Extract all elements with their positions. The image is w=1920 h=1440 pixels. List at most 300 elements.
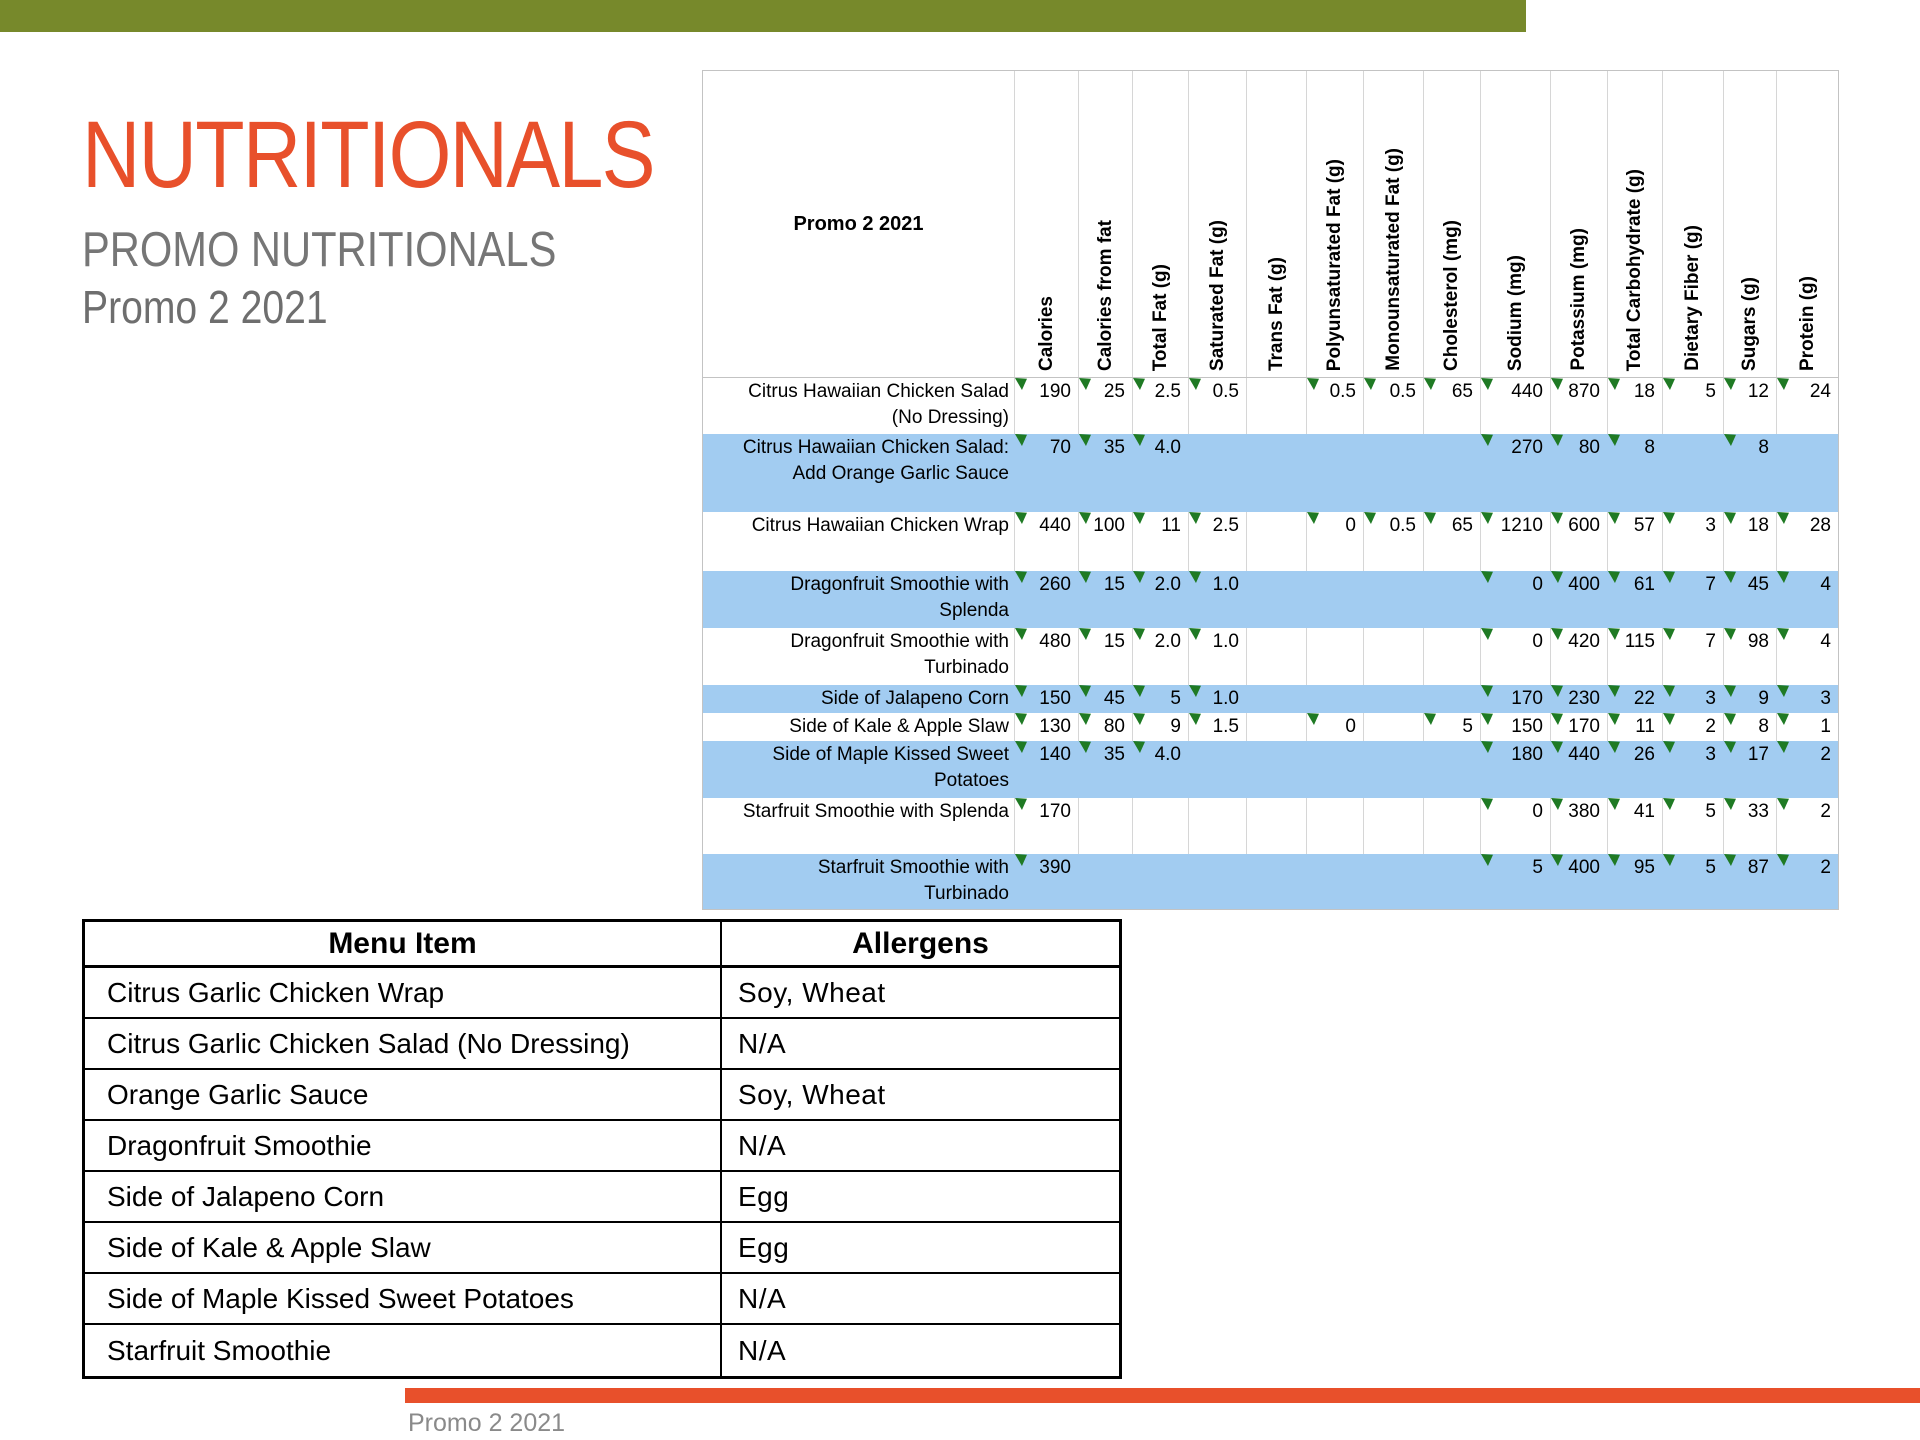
- allergen-value: Soy, Wheat: [738, 1078, 886, 1110]
- allergen-header-allergens: Allergens: [852, 926, 989, 960]
- allergen-table-body: [85, 968, 1119, 1376]
- column-header-3: [1133, 71, 1189, 377]
- nutrition-value-cell: [1247, 378, 1307, 434]
- cell-comment-marker-icon: [1551, 378, 1563, 390]
- nutrition-value-cell: [1307, 713, 1364, 741]
- cell-comment-marker-icon: [1079, 685, 1091, 697]
- nutrition-value: 1.0: [1212, 574, 1239, 595]
- nutrition-value-cell: [1079, 854, 1133, 909]
- nutrition-value: 5: [1462, 716, 1473, 737]
- nutrition-value: 41: [1633, 801, 1655, 822]
- cell-comment-marker-icon: [1481, 571, 1493, 583]
- cell-comment-marker-icon: [1663, 713, 1675, 725]
- column-header-label: Potassium (mg): [1568, 228, 1589, 371]
- nutrition-value-cell: [1247, 798, 1307, 854]
- nutrition-value-cell: [1424, 741, 1481, 798]
- nutrition-value: 0: [1345, 716, 1356, 737]
- nutrition-value-cell: [1724, 685, 1777, 713]
- column-header-6: [1307, 71, 1364, 377]
- cell-comment-marker-icon: [1724, 512, 1736, 524]
- nutrition-value: 380: [1568, 801, 1600, 822]
- nutrition-value-cell: [1364, 378, 1424, 434]
- cell-comment-marker-icon: [1724, 854, 1736, 866]
- column-header-label: Trans Fat (g): [1265, 256, 1287, 371]
- nutrition-value: 45: [1747, 574, 1769, 595]
- nutrition-value-cell: [1551, 434, 1608, 512]
- nutrition-value: 600: [1568, 515, 1600, 536]
- bottom-accent-bar: [405, 1388, 1920, 1403]
- nutrition-value-cell: [1608, 628, 1663, 685]
- nutrition-value: 18: [1747, 515, 1769, 536]
- nutrition-value: 2.5: [1154, 381, 1181, 402]
- cell-comment-marker-icon: [1189, 512, 1201, 524]
- nutrition-value-cell: [1724, 571, 1777, 628]
- nutrition-value: 190: [1039, 381, 1071, 402]
- nutrition-value: 7: [1705, 574, 1716, 595]
- menu-item-name: Starfruit Smoothie with Turbinado: [817, 857, 1009, 904]
- menu-item-name: Citrus Hawaiian Chicken Salad: Add Orange Garlic Sauce: [742, 437, 1009, 484]
- nutrition-value-cell: [1777, 571, 1838, 628]
- nutrition-value-cell: [1364, 434, 1424, 512]
- nutrition-value-cell: [1364, 571, 1424, 628]
- cell-comment-marker-icon: [1777, 628, 1789, 640]
- nutrition-value-cell: [1424, 378, 1481, 434]
- nutrition-value-cell: [1777, 854, 1838, 909]
- nutrition-value: 2.5: [1212, 515, 1239, 536]
- cell-comment-marker-icon: [1481, 512, 1493, 524]
- nutrition-value-cell: [1015, 798, 1079, 854]
- cell-comment-marker-icon: [1724, 713, 1736, 725]
- nutrition-value: 8: [1758, 716, 1769, 737]
- column-header-label: Calories: [1035, 296, 1057, 371]
- nutrition-value-cell: [1247, 571, 1307, 628]
- nutrition-row: [703, 685, 1838, 713]
- allergen-menu-item: Side of Maple Kissed Sweet Potatoes: [85, 1274, 722, 1323]
- nutrition-value-cell: [1424, 713, 1481, 741]
- cell-comment-marker-icon: [1551, 434, 1563, 446]
- cell-comment-marker-icon: [1551, 628, 1563, 640]
- nutrition-value: 2: [1820, 744, 1831, 765]
- nutrition-value-cell: [1777, 434, 1838, 512]
- nutrition-value-cell: [1247, 854, 1307, 909]
- footer-label: Promo 2 2021: [408, 1409, 566, 1437]
- nutrition-value-cell: [1307, 854, 1364, 909]
- cell-comment-marker-icon: [1608, 512, 1620, 524]
- cell-comment-marker-icon: [1777, 685, 1789, 697]
- nutrition-value-cell: [1247, 741, 1307, 798]
- page-title: NUTRITIONALS: [82, 102, 654, 208]
- nutrition-value-cell: [1247, 434, 1307, 512]
- nutrition-value-cell: [1777, 741, 1838, 798]
- nutrition-value-cell: [1015, 685, 1079, 713]
- cell-comment-marker-icon: [1424, 713, 1436, 725]
- nutrition-value-cell: [1307, 378, 1364, 434]
- column-header-label: Total Carbohydrate (g): [1624, 168, 1645, 371]
- nutrition-value-cell: [1133, 685, 1189, 713]
- allergen-value: Egg: [738, 1231, 790, 1263]
- allergen-row: [85, 1121, 1119, 1172]
- column-header-label: Sodium (mg): [1504, 254, 1526, 371]
- nutrition-value: 70: [1049, 437, 1071, 458]
- cell-comment-marker-icon: [1133, 378, 1145, 390]
- allergen-menu-item: Citrus Garlic Chicken Wrap: [85, 968, 722, 1017]
- column-header-label: Total Fat (g): [1149, 263, 1171, 371]
- nutrition-value-cell: [1133, 512, 1189, 571]
- nutrition-value-cell: [1608, 741, 1663, 798]
- column-header-label: Monounsaturated Fat (g): [1382, 148, 1404, 371]
- nutrition-value: 22: [1633, 688, 1655, 709]
- nutrition-value-cell: [1551, 512, 1608, 571]
- nutrition-value-cell: [1724, 854, 1777, 909]
- cell-comment-marker-icon: [1424, 512, 1436, 524]
- allergen-value: N/A: [738, 1282, 787, 1314]
- nutrition-value-cell: [1307, 685, 1364, 713]
- nutrition-value: 87: [1747, 857, 1769, 878]
- nutrition-value: 0.5: [1389, 381, 1416, 402]
- cell-comment-marker-icon: [1079, 628, 1091, 640]
- nutrition-value: 870: [1568, 381, 1600, 402]
- nutrition-value-cell: [1663, 685, 1724, 713]
- cell-comment-marker-icon: [1133, 685, 1145, 697]
- allergen-menu-item: Side of Jalapeno Corn: [85, 1172, 722, 1221]
- nutrition-value: 440: [1039, 515, 1071, 536]
- nutrition-value-cell: [1663, 434, 1724, 512]
- nutrition-value: 7: [1705, 631, 1716, 652]
- cell-comment-marker-icon: [1481, 685, 1493, 697]
- nutrition-value-cell: [1481, 434, 1551, 512]
- nutrition-value-cell: [1663, 798, 1724, 854]
- nutrition-value: 24: [1809, 381, 1831, 402]
- menu-item-name: Dragonfruit Smoothie with Turbinado: [703, 628, 1015, 685]
- nutrition-value: 26: [1633, 744, 1655, 765]
- nutrition-value: 5: [1532, 857, 1543, 878]
- allergen-value: N/A: [738, 1027, 787, 1059]
- nutrition-value: 5: [1705, 857, 1716, 878]
- nutrition-value-cell: [1307, 798, 1364, 854]
- nutrition-value-cell: [1663, 571, 1724, 628]
- cell-comment-marker-icon: [1663, 798, 1675, 810]
- nutrition-value-cell: [1307, 434, 1364, 512]
- page-subtitle: PROMO NUTRITIONALS: [82, 223, 557, 277]
- column-header-5: [1247, 71, 1307, 377]
- allergen-menu-item: Orange Garlic Sauce: [85, 1070, 722, 1119]
- nutrition-value: 5: [1705, 381, 1716, 402]
- nutrition-value-cell: [1079, 571, 1133, 628]
- cell-comment-marker-icon: [1133, 512, 1145, 524]
- nutrition-value: 1.0: [1212, 688, 1239, 709]
- nutrition-value: 100: [1093, 515, 1125, 536]
- nutrition-value-cell: [1079, 378, 1133, 434]
- cell-comment-marker-icon: [1079, 571, 1091, 583]
- nutrition-value-cell: [1777, 798, 1838, 854]
- nutrition-value: 57: [1633, 515, 1655, 536]
- nutrition-value-cell: [1079, 741, 1133, 798]
- cell-comment-marker-icon: [1079, 713, 1091, 725]
- nutrition-value-cell: [1307, 628, 1364, 685]
- cell-comment-marker-icon: [1015, 434, 1027, 446]
- nutrition-value: 35: [1103, 437, 1125, 458]
- column-header-14: [1777, 71, 1838, 377]
- nutrition-value: 18: [1633, 381, 1655, 402]
- nutrition-value: 1210: [1500, 515, 1543, 536]
- menu-item-name: Side of Maple Kissed Sweet Potatoes: [772, 744, 1009, 791]
- nutrition-value-cell: [1307, 512, 1364, 571]
- allergen-value: Soy, Wheat: [738, 976, 886, 1008]
- nutrition-row: [703, 713, 1838, 741]
- nutrition-value-cell: [1608, 571, 1663, 628]
- nutrition-value-cell: [1608, 854, 1663, 909]
- nutrition-value: 5: [1170, 688, 1181, 709]
- nutrition-value: 3: [1820, 688, 1831, 709]
- allergen-menu-item: Dragonfruit Smoothie: [85, 1121, 722, 1170]
- nutrition-value-cell: [1189, 512, 1247, 571]
- cell-comment-marker-icon: [1724, 434, 1736, 446]
- column-header-9: [1481, 71, 1551, 377]
- nutrition-value-cell: [1481, 741, 1551, 798]
- nutrition-row: [703, 741, 1838, 798]
- nutrition-value-cell: [1189, 434, 1247, 512]
- cell-comment-marker-icon: [1551, 741, 1563, 753]
- nutrition-value-cell: [1015, 434, 1079, 512]
- cell-comment-marker-icon: [1608, 798, 1620, 810]
- column-header-label: Polyunsaturated Fat (g): [1324, 158, 1345, 371]
- nutrition-value: 2.0: [1154, 631, 1181, 652]
- nutrition-value: 17: [1747, 744, 1769, 765]
- nutrition-value-cell: [1481, 798, 1551, 854]
- nutrition-value-cell: [1777, 685, 1838, 713]
- nutrition-value-cell: [1015, 512, 1079, 571]
- cell-comment-marker-icon: [1608, 628, 1620, 640]
- nutrition-value: 28: [1809, 515, 1831, 536]
- nutrition-value-cell: [1424, 512, 1481, 571]
- nutrition-row: [703, 512, 1838, 571]
- cell-comment-marker-icon: [1481, 434, 1493, 446]
- nutrition-value: 4.0: [1154, 744, 1181, 765]
- nutrition-value: 400: [1568, 574, 1600, 595]
- nutrition-value: 3: [1705, 688, 1716, 709]
- nutrition-table-header: [703, 71, 1838, 378]
- nutrition-value-cell: [1663, 854, 1724, 909]
- nutrition-value-cell: [1481, 571, 1551, 628]
- column-header-1: [1015, 71, 1079, 377]
- cell-comment-marker-icon: [1133, 713, 1145, 725]
- nutrition-value: 2: [1820, 857, 1831, 878]
- cell-comment-marker-icon: [1551, 798, 1563, 810]
- nutrition-value: 170: [1511, 688, 1543, 709]
- cell-comment-marker-icon: [1663, 512, 1675, 524]
- nutrition-value: 8: [1758, 437, 1769, 458]
- nutrition-value-cell: [1551, 713, 1608, 741]
- nutrition-value-cell: [1724, 798, 1777, 854]
- cell-comment-marker-icon: [1307, 512, 1319, 524]
- nutrition-value-cell: [1189, 571, 1247, 628]
- nutrition-value: 2.0: [1154, 574, 1181, 595]
- nutrition-value-cell: [1015, 713, 1079, 741]
- cell-comment-marker-icon: [1551, 685, 1563, 697]
- allergen-row: [85, 968, 1119, 1019]
- nutrition-value: 15: [1103, 574, 1125, 595]
- cell-comment-marker-icon: [1777, 713, 1789, 725]
- cell-comment-marker-icon: [1551, 854, 1563, 866]
- nutrition-value: 480: [1039, 631, 1071, 652]
- nutrition-value: 140: [1039, 744, 1071, 765]
- nutrition-value-cell: [1307, 571, 1364, 628]
- nutrition-value: 130: [1039, 716, 1071, 737]
- nutrition-value-cell: [1724, 512, 1777, 571]
- nutrition-value: 0: [1532, 631, 1543, 652]
- menu-item-name: Starfruit Smoothie with Splenda: [703, 798, 1015, 854]
- column-header-2: [1079, 71, 1133, 377]
- nutrition-table-corner-label: Promo 2 2021: [703, 71, 1015, 377]
- top-accent-bar: [0, 0, 1526, 32]
- nutrition-value-cell: [1364, 741, 1424, 798]
- cell-comment-marker-icon: [1015, 741, 1027, 753]
- nutrition-value: 115: [1624, 631, 1655, 652]
- nutrition-value: 65: [1451, 515, 1473, 536]
- nutrition-value-cell: [1015, 741, 1079, 798]
- nutrition-value: 440: [1568, 744, 1600, 765]
- nutrition-value: 98: [1747, 631, 1769, 652]
- nutrition-value: 2: [1705, 716, 1716, 737]
- nutrition-value-cell: [1724, 713, 1777, 741]
- cell-comment-marker-icon: [1608, 713, 1620, 725]
- nutrition-value-cell: [1724, 741, 1777, 798]
- nutrition-value: 2: [1820, 801, 1831, 822]
- nutrition-row: [703, 378, 1838, 434]
- cell-comment-marker-icon: [1724, 685, 1736, 697]
- nutrition-value: 80: [1103, 716, 1125, 737]
- nutrition-value-cell: [1133, 741, 1189, 798]
- nutrition-value-cell: [1424, 798, 1481, 854]
- column-header-label: Protein (g): [1796, 276, 1818, 371]
- cell-comment-marker-icon: [1189, 378, 1201, 390]
- page-subtitle-2: Promo 2 2021: [82, 281, 328, 333]
- nutrition-value-cell: [1424, 434, 1481, 512]
- cell-comment-marker-icon: [1608, 571, 1620, 583]
- cell-comment-marker-icon: [1608, 378, 1620, 390]
- cell-comment-marker-icon: [1015, 685, 1027, 697]
- nutrition-value: 420: [1568, 631, 1600, 652]
- nutrition-value: 25: [1103, 381, 1125, 402]
- allergen-menu-item: Starfruit Smoothie: [85, 1325, 722, 1376]
- cell-comment-marker-icon: [1481, 798, 1493, 810]
- column-header-8: [1424, 71, 1481, 377]
- cell-comment-marker-icon: [1364, 512, 1376, 524]
- nutrition-value-cell: [1364, 798, 1424, 854]
- menu-item-name: Side of Kale & Apple Slaw: [703, 713, 1015, 741]
- nutrition-value-cell: [1481, 713, 1551, 741]
- nutrition-value: 230: [1568, 688, 1600, 709]
- nutrition-value-cell: [1133, 571, 1189, 628]
- cell-comment-marker-icon: [1663, 854, 1675, 866]
- nutrition-value-cell: [1663, 741, 1724, 798]
- allergen-menu-item: Side of Kale & Apple Slaw: [85, 1223, 722, 1272]
- nutrition-value-cell: [1551, 571, 1608, 628]
- nutrition-value: 1.0: [1212, 631, 1239, 652]
- cell-comment-marker-icon: [1015, 571, 1027, 583]
- cell-comment-marker-icon: [1777, 378, 1789, 390]
- nutrition-value: 95: [1633, 857, 1655, 878]
- nutrition-value-cell: [1481, 854, 1551, 909]
- allergen-header-menu-item: Menu Item: [85, 922, 722, 965]
- allergen-row: [85, 1223, 1119, 1274]
- nutrition-value-cell: [1777, 713, 1838, 741]
- nutrition-value: 4.0: [1154, 437, 1181, 458]
- allergen-value: N/A: [738, 1129, 787, 1161]
- nutrition-value-cell: [1079, 628, 1133, 685]
- cell-comment-marker-icon: [1777, 571, 1789, 583]
- cell-comment-marker-icon: [1663, 741, 1675, 753]
- cell-comment-marker-icon: [1079, 512, 1091, 524]
- nutrition-row: [703, 571, 1838, 628]
- cell-comment-marker-icon: [1133, 628, 1145, 640]
- cell-comment-marker-icon: [1189, 685, 1201, 697]
- nutrition-value-cell: [1015, 571, 1079, 628]
- menu-item-name: Citrus Hawaiian Chicken Wrap: [703, 512, 1015, 571]
- nutrition-value: 3: [1705, 744, 1716, 765]
- cell-comment-marker-icon: [1551, 571, 1563, 583]
- allergen-table-header: [85, 922, 1119, 968]
- nutrition-value-cell: [1307, 741, 1364, 798]
- cell-comment-marker-icon: [1015, 854, 1027, 866]
- nutrition-value-cell: [1608, 713, 1663, 741]
- cell-comment-marker-icon: [1481, 741, 1493, 753]
- nutrition-value: 15: [1103, 631, 1125, 652]
- nutrition-value-cell: [1663, 713, 1724, 741]
- nutrition-value: 440: [1511, 381, 1543, 402]
- nutrition-value-cell: [1364, 713, 1424, 741]
- cell-comment-marker-icon: [1079, 378, 1091, 390]
- cell-comment-marker-icon: [1663, 628, 1675, 640]
- cell-comment-marker-icon: [1608, 854, 1620, 866]
- cell-comment-marker-icon: [1724, 378, 1736, 390]
- nutrition-value-cell: [1133, 628, 1189, 685]
- cell-comment-marker-icon: [1015, 628, 1027, 640]
- nutrition-value-cell: [1364, 512, 1424, 571]
- nutrition-value: 0.5: [1329, 381, 1356, 402]
- nutrition-value: 80: [1578, 437, 1600, 458]
- nutrition-value-cell: [1079, 798, 1133, 854]
- nutrition-value-cell: [1608, 685, 1663, 713]
- nutrition-table: [702, 70, 1839, 910]
- column-header-label: Saturated Fat (g): [1206, 220, 1228, 371]
- nutrition-value-cell: [1133, 854, 1189, 909]
- cell-comment-marker-icon: [1133, 741, 1145, 753]
- cell-comment-marker-icon: [1424, 378, 1436, 390]
- nutrition-value: 35: [1103, 744, 1125, 765]
- nutrition-value: 170: [1039, 801, 1071, 822]
- allergen-row: [85, 1172, 1119, 1223]
- nutrition-value-cell: [1247, 685, 1307, 713]
- nutrition-value-cell: [1551, 741, 1608, 798]
- allergen-table: [82, 919, 1122, 1379]
- cell-comment-marker-icon: [1777, 854, 1789, 866]
- nutrition-value: 180: [1511, 744, 1543, 765]
- nutrition-value-cell: [1189, 628, 1247, 685]
- column-header-label: Dietary Fiber (g): [1682, 225, 1703, 371]
- nutrition-value-cell: [1364, 628, 1424, 685]
- nutrition-value-cell: [1015, 628, 1079, 685]
- nutrition-value-cell: [1608, 798, 1663, 854]
- allergen-row: [85, 1019, 1119, 1070]
- nutrition-table-body: [703, 378, 1838, 909]
- nutrition-value-cell: [1189, 378, 1247, 434]
- cell-comment-marker-icon: [1551, 512, 1563, 524]
- cell-comment-marker-icon: [1724, 571, 1736, 583]
- nutrition-value: 150: [1511, 716, 1543, 737]
- nutrition-row: [703, 628, 1838, 685]
- cell-comment-marker-icon: [1307, 713, 1319, 725]
